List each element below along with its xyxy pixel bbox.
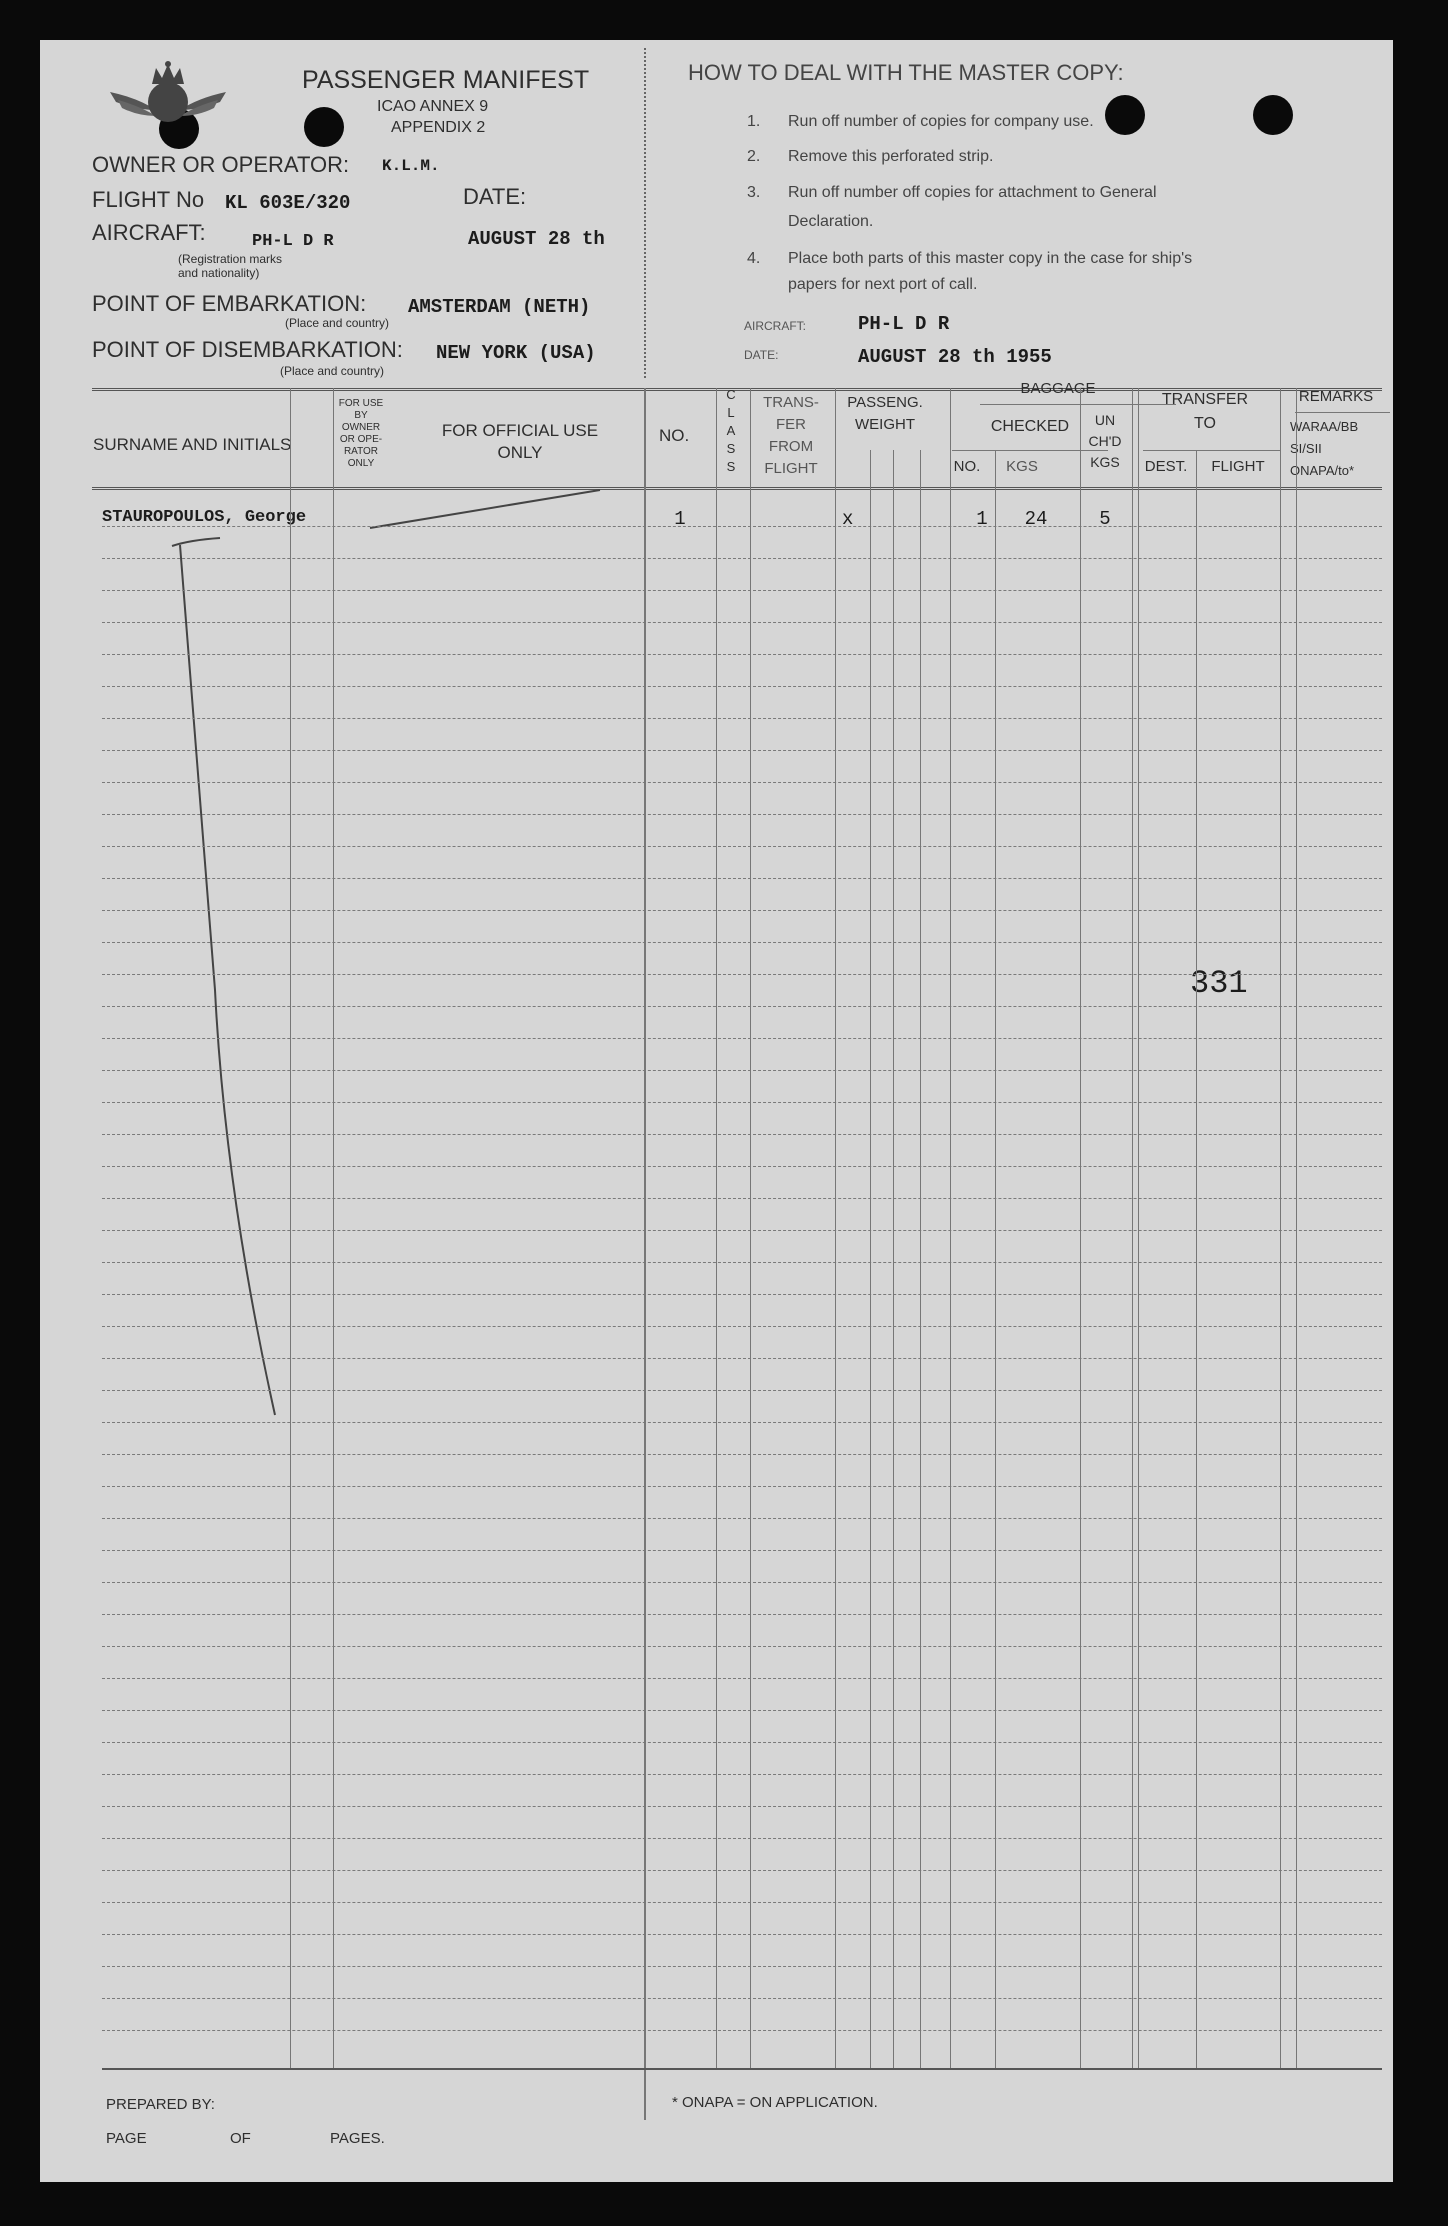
- table-row-rule: [102, 654, 1382, 655]
- col-header-passeng-weight: PASSENG. WEIGHT: [847, 394, 923, 433]
- table-column-rule: [920, 450, 921, 2068]
- col-header-remarks-sub: WARAA/BB SI/SII ONAPA/to*: [1290, 419, 1359, 478]
- table-column-rule: [1296, 388, 1297, 2068]
- table-column-rule: [950, 388, 951, 2068]
- aircraft-note: (Registration marks: [178, 252, 283, 266]
- table-row-rule: [102, 1870, 1382, 1871]
- table-row-rule: [102, 1454, 1382, 1455]
- embarkation-value: AMSTERDAM (NETH): [408, 296, 591, 318]
- col-header-flight: FLIGHT: [1211, 458, 1265, 475]
- col-header-checked-kgs: KGS: [1006, 458, 1038, 475]
- table-row-rule: [102, 558, 1382, 559]
- table-row-rule: [102, 1038, 1382, 1039]
- strip-date-value: AUGUST 28 th 1955: [858, 346, 1052, 368]
- embarkation-note: (Place and country): [285, 316, 390, 330]
- table-column-rule: [1280, 388, 1281, 2068]
- table-row-rule: [102, 1646, 1382, 1647]
- table-column-rule: [835, 388, 836, 2068]
- disembarkation-value: NEW YORK (USA): [436, 342, 596, 364]
- table-row-rule: [102, 1006, 1382, 1007]
- step-text: Remove this perforated strip.: [788, 148, 994, 165]
- table-column-rule: [290, 388, 291, 2068]
- of-label: OF: [230, 2130, 251, 2147]
- table-row-rule: [102, 1070, 1382, 1071]
- date-value: AUGUST 28 th: [468, 228, 605, 250]
- table-row-rule: [102, 1486, 1382, 1487]
- table-row-rule: [102, 1806, 1382, 1807]
- table-row-rule: [102, 622, 1382, 623]
- table-column-rule: [716, 388, 717, 2068]
- col-header-dest: DEST.: [1144, 458, 1188, 475]
- table-row-rule: [102, 750, 1382, 751]
- col-header-checked: CHECKED: [990, 418, 1070, 435]
- table-row-rule: [102, 1998, 1382, 1999]
- table-row-rule: [102, 686, 1382, 687]
- table-row-rule: [102, 1198, 1382, 1199]
- date-label: DATE:: [463, 184, 527, 209]
- col-header-owner-use: FOR USE BY OWNER OR OPE- RATOR ONLY: [338, 398, 384, 469]
- col-header-class: C L A S S: [726, 387, 736, 474]
- flight-value: KL 603E/320: [225, 192, 351, 214]
- table-column-rule: [870, 450, 871, 2068]
- flight-label: FLIGHT No: [92, 187, 205, 212]
- step-text: Run off number of copies for company use.: [788, 113, 1094, 130]
- manifest-subtitle: ICAO ANNEX 9: [377, 98, 489, 115]
- step-text: Declaration.: [788, 213, 874, 230]
- table-column-rule: [644, 388, 646, 2120]
- table-column-rule: [1132, 388, 1133, 2068]
- step-number: 4.: [747, 250, 761, 267]
- aircraft-value: PH-L D R: [252, 232, 334, 251]
- col-header-remarks: REMARKS: [1298, 388, 1374, 405]
- step-number: 2.: [747, 148, 761, 165]
- table-row-rule: [102, 1934, 1382, 1935]
- table-row-rule: [102, 526, 1382, 527]
- pages-label: PAGES.: [330, 2130, 385, 2147]
- baggage-kgs: 24: [1024, 508, 1048, 530]
- table-row-rule: [102, 974, 1382, 975]
- manifest-title: PASSENGER MANIFEST: [302, 66, 590, 94]
- col-header-transfer-to: TRANSFER TO: [1161, 391, 1249, 432]
- table-row-rule: [102, 878, 1382, 879]
- owner-label: OWNER OR OPERATOR:: [92, 152, 350, 177]
- table-row-rule: [102, 1230, 1382, 1231]
- table-bottom-rule: [102, 2068, 1382, 2070]
- table-row-rule: [102, 1742, 1382, 1743]
- table-column-rule: [995, 450, 996, 2068]
- strip-aircraft-value: PH-L D R: [858, 313, 950, 335]
- col-header-no: NO.: [659, 426, 690, 445]
- col-header-unchd: UN CH'D KGS: [1088, 412, 1122, 470]
- table-row-rule: [102, 1550, 1382, 1551]
- baggage-no: 1: [976, 508, 988, 530]
- col-header-transfer-from: TRANS- FER FROM FLIGHT: [763, 394, 819, 477]
- table-row-rule: [102, 782, 1382, 783]
- table-row-rule: [102, 1422, 1382, 1423]
- passenger-name: STAUROPOULOS, George: [102, 508, 307, 527]
- table-column-rule: [1196, 450, 1197, 2068]
- aircraft-note: and nationality): [178, 266, 260, 280]
- table-row-rule: [102, 814, 1382, 815]
- table-row-rule: [102, 590, 1382, 591]
- table-column-rule: [750, 388, 751, 2068]
- table-row-rule: [102, 846, 1382, 847]
- prepared-by-label: PREPARED BY:: [106, 2096, 215, 2113]
- table-row-rule: [102, 1966, 1382, 1967]
- page-label: PAGE: [106, 2130, 147, 2147]
- step-text: Run off number off copies for attachment to General: [788, 184, 1157, 201]
- table-row-rule: [102, 1294, 1382, 1295]
- table-column-rule: [893, 450, 894, 2068]
- passenger-weight: x: [842, 508, 854, 530]
- unchecked-kgs: 5: [1099, 508, 1111, 530]
- stamped-page-number: 331: [1190, 965, 1248, 1002]
- table-row-rule: [102, 1518, 1382, 1519]
- table-row-rule: [102, 942, 1382, 943]
- col-header-surname: SURNAME AND INITIALS: [93, 435, 292, 454]
- owner-value: K.L.M.: [382, 157, 440, 175]
- table-row-rule: [102, 1902, 1382, 1903]
- passenger-no: 1: [674, 508, 686, 530]
- table-row-rule: [102, 910, 1382, 911]
- col-header-checked-no: NO.: [953, 458, 981, 475]
- master-copy-heading: HOW TO DEAL WITH THE MASTER COPY:: [688, 60, 1124, 85]
- table-row-rule: [102, 1390, 1382, 1391]
- disembarkation-note: (Place and country): [280, 364, 385, 378]
- manifest-subtitle: APPENDIX 2: [391, 119, 486, 136]
- step-number: 3.: [747, 184, 761, 201]
- table-row-rule: [102, 1678, 1382, 1679]
- table-row-rule: [102, 1614, 1382, 1615]
- table-row-rule: [102, 1262, 1382, 1263]
- table-row-rule: [102, 1166, 1382, 1167]
- step-text: papers for next port of call.: [788, 276, 978, 293]
- table-row-rule: [102, 1838, 1382, 1839]
- table-row-rule: [102, 1134, 1382, 1135]
- table-row-rule: [102, 1710, 1382, 1711]
- disembarkation-label: POINT OF DISEMBARKATION:: [92, 337, 403, 362]
- table-row-rule: [102, 1774, 1382, 1775]
- table-row-rule: [102, 1326, 1382, 1327]
- table-row-rule: [102, 2030, 1382, 2031]
- table-row-rule: [102, 1582, 1382, 1583]
- table-column-rule: [1138, 388, 1139, 2068]
- col-header-official-use: FOR OFFICIAL USE ONLY: [441, 421, 599, 462]
- aircraft-label: AIRCRAFT:: [92, 220, 206, 245]
- embarkation-label: POINT OF EMBARKATION:: [92, 291, 367, 316]
- table-row-rule: [102, 1102, 1382, 1103]
- manifest-sheet: [40, 40, 1393, 2182]
- step-text: Place both parts of this master copy in the case for ship's: [788, 250, 1193, 267]
- table-row-rule: [102, 718, 1382, 719]
- strip-date-label: DATE:: [744, 348, 779, 362]
- col-header-baggage: BAGGAGE: [1020, 380, 1096, 397]
- table-column-rule: [1080, 388, 1081, 2068]
- strip-aircraft-label: AIRCRAFT:: [744, 319, 807, 333]
- step-number: 1.: [747, 113, 761, 130]
- table-column-rule: [333, 388, 334, 2068]
- onapa-note: * ONAPA = ON APPLICATION.: [672, 2094, 878, 2111]
- table-row-rule: [102, 1358, 1382, 1359]
